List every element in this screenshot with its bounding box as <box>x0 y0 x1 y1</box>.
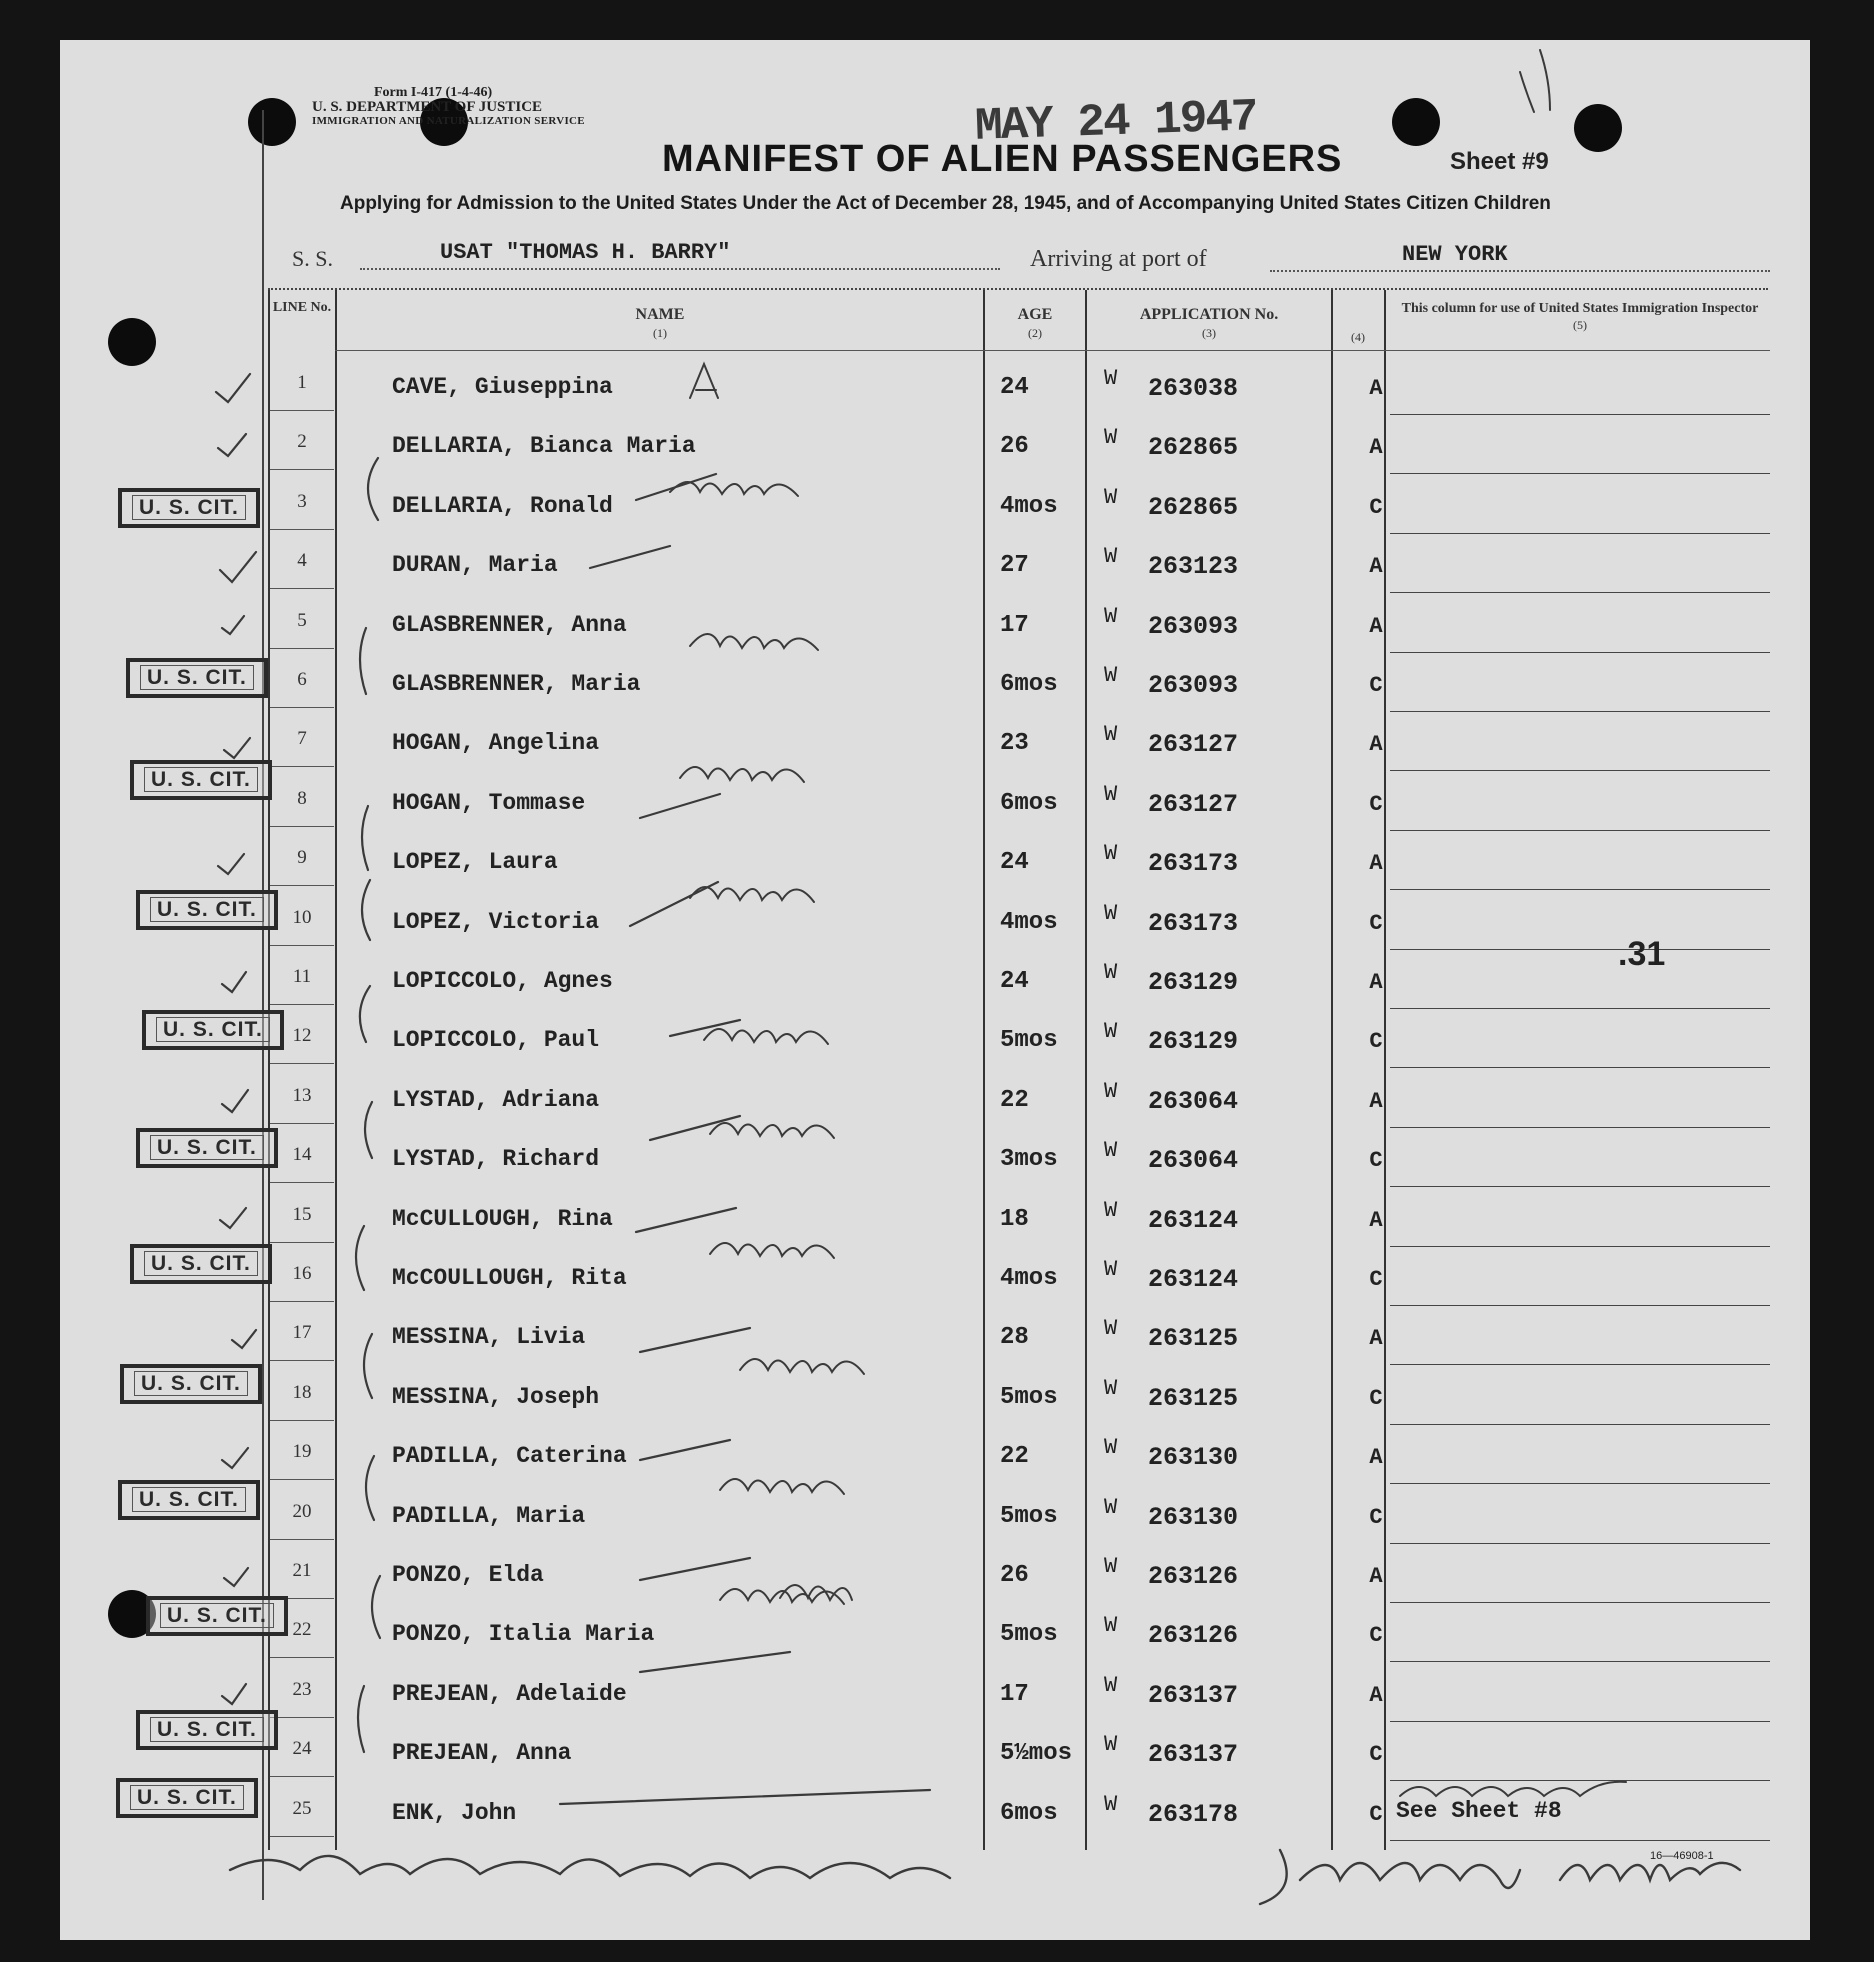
inspector-line <box>1390 1364 1770 1365</box>
application-prefix: W <box>1104 1494 1118 1520</box>
class-code: A <box>1369 970 1383 995</box>
passenger-name: PONZO, Italia Maria <box>392 1621 655 1648</box>
class-code: A <box>1369 732 1383 758</box>
table-row <box>0 1671 1874 1730</box>
col-header-4: (4) <box>1351 330 1365 344</box>
line-number: 10 <box>292 906 312 928</box>
line-rule <box>270 945 334 946</box>
passenger-age: 24 <box>1000 374 1029 401</box>
class-code: A <box>1369 1207 1383 1233</box>
class-code: A <box>1369 435 1383 461</box>
class-code: A <box>1369 613 1383 639</box>
inspector-line <box>1390 1661 1770 1662</box>
application-number: 263130 <box>1148 1443 1239 1473</box>
col-header-line: LINE No. <box>272 300 332 315</box>
passenger-age: 23 <box>1000 730 1029 758</box>
line-number: 21 <box>292 1560 312 1581</box>
line-rule <box>270 1242 334 1243</box>
application-prefix: W <box>1104 1375 1118 1401</box>
table-row <box>0 483 1874 542</box>
line-rule <box>270 1123 334 1124</box>
department: U. S. DEPARTMENT OF JUSTICE <box>312 99 543 115</box>
inspector-line <box>1390 1008 1770 1009</box>
application-number: 263173 <box>1148 849 1239 879</box>
class-code: C <box>1369 1742 1383 1768</box>
col-header-app-num: (3) <box>1202 326 1216 340</box>
line-rule <box>270 826 334 827</box>
us-citizen-stamp <box>118 1480 260 1520</box>
us-citizen-stamp <box>120 1364 262 1404</box>
line-rule <box>270 707 334 708</box>
port-label: Arriving at port of <box>1030 246 1207 272</box>
table-row <box>0 1493 1874 1552</box>
passenger-name: LOPEZ, Victoria <box>392 908 600 935</box>
inspector-line <box>1390 949 1770 950</box>
class-code: A <box>1369 1564 1383 1589</box>
ship-name: USAT "THOMAS H. BARRY" <box>440 240 731 265</box>
line-number: 3 <box>297 490 307 512</box>
application-number: 263124 <box>1148 1265 1239 1294</box>
passenger-age: 28 <box>1000 1324 1029 1352</box>
us-citizen-stamp <box>142 1010 284 1050</box>
table-row <box>0 720 1874 779</box>
table-row <box>0 542 1874 601</box>
form-header <box>312 86 585 128</box>
line-rule <box>270 1063 334 1064</box>
inspector-line <box>1390 1186 1770 1187</box>
passenger-name: LOPICCOLO, Paul <box>392 1027 600 1054</box>
line-number: 11 <box>292 966 312 987</box>
application-number: 263093 <box>1148 611 1239 641</box>
passenger-name: ENK, John <box>392 1799 517 1826</box>
table-row <box>0 364 1874 423</box>
col-header-name-label: NAME <box>635 306 685 323</box>
line-number: 12 <box>292 1025 312 1047</box>
stamp-label: U. S. CIT. <box>150 1135 264 1160</box>
line-rule <box>270 469 334 470</box>
passenger-name: MESSINA, Joseph <box>392 1383 600 1410</box>
application-prefix: W <box>1104 544 1118 570</box>
us-citizen-stamp <box>136 1710 278 1750</box>
header-underline <box>335 350 1770 351</box>
inspector-line <box>1390 652 1770 653</box>
table-row <box>0 1314 1874 1373</box>
passenger-age: 17 <box>1000 611 1029 639</box>
application-prefix: W <box>1104 1554 1118 1579</box>
inspector-line <box>1390 414 1770 415</box>
form-code: 16—46908-1 <box>1650 1850 1714 1862</box>
us-citizen-stamp <box>126 658 268 698</box>
stamp-label: U. S. CIT. <box>150 1717 264 1742</box>
line-number: 6 <box>297 669 307 690</box>
table-row <box>0 958 1874 1017</box>
class-code: C <box>1369 494 1383 520</box>
class-code: C <box>1369 1029 1383 1055</box>
col-header-inspector <box>1390 302 1770 332</box>
us-citizen-stamp <box>130 1244 272 1284</box>
stamp-label: U. S. CIT. <box>132 495 246 520</box>
application-prefix: W <box>1104 1078 1118 1104</box>
passenger-name: PONZO, Elda <box>392 1562 544 1588</box>
passenger-name: MESSINA, Livia <box>392 1324 586 1351</box>
class-code: C <box>1369 910 1383 936</box>
line-rule <box>270 1776 334 1777</box>
passenger-name: PREJEAN, Adelaide <box>392 1680 627 1707</box>
passenger-name: DELLARIA, Ronald <box>392 492 613 519</box>
line-rule <box>270 529 334 530</box>
stamp-label: U. S. CIT. <box>144 767 258 792</box>
line-rule <box>270 885 334 886</box>
inspector-line <box>1390 473 1770 474</box>
service: IMMIGRATION AND NATURALIZATION SERVICE <box>312 115 585 127</box>
table-row <box>0 899 1874 958</box>
application-number: 263038 <box>1148 374 1239 403</box>
class-code: C <box>1369 1801 1383 1827</box>
passenger-name: GLASBRENNER, Maria <box>392 671 641 697</box>
col-header-age-label: AGE <box>1017 306 1053 323</box>
inspector-line <box>1390 711 1770 712</box>
line-number: 24 <box>292 1738 312 1760</box>
passenger-age: 26 <box>1000 433 1029 461</box>
sheet-number: Sheet #9 <box>1450 148 1549 175</box>
punch-hole-icon <box>108 318 156 366</box>
class-code: A <box>1369 1682 1383 1708</box>
table-row <box>0 1077 1874 1136</box>
passenger-name: HOGAN, Angelina <box>392 730 600 757</box>
line-number: 18 <box>292 1381 312 1403</box>
line-rule <box>270 410 334 411</box>
line-number: 25 <box>292 1797 312 1819</box>
passenger-name: McCULLOUGH, Rina <box>392 1205 613 1232</box>
line-number: 9 <box>297 847 307 869</box>
passenger-age: 17 <box>1000 1680 1029 1708</box>
inspector-line <box>1390 889 1770 890</box>
passenger-name: DURAN, Maria <box>392 552 558 579</box>
passenger-name: LOPICCOLO, Agnes <box>392 968 613 994</box>
line-number: 7 <box>297 728 307 750</box>
port-name: NEW YORK <box>1402 242 1508 267</box>
class-code: C <box>1369 673 1383 698</box>
col-header-inspector-num: (5) <box>1573 318 1587 332</box>
application-prefix: W <box>1104 900 1118 926</box>
passenger-name: HOGAN, Tommase <box>392 789 586 816</box>
form-number: Form I-417 (1-4-46) <box>374 85 493 100</box>
passenger-name: LYSTAD, Adriana <box>392 1086 600 1113</box>
col-header-app-label: APPLICATION No. <box>1139 306 1279 323</box>
passenger-age: 4mos <box>1000 1265 1058 1292</box>
us-citizen-stamp <box>136 890 278 930</box>
stamp-label: U. S. CIT. <box>160 1603 274 1628</box>
punch-hole-icon <box>1574 104 1622 152</box>
us-citizen-stamp <box>146 1596 288 1636</box>
application-prefix: W <box>1104 1138 1118 1164</box>
passenger-age: 22 <box>1000 1086 1029 1114</box>
stamp-label: U. S. CIT. <box>130 1785 244 1810</box>
stamp-label: U. S. CIT. <box>140 665 254 690</box>
line-number: 1 <box>297 372 307 393</box>
application-number: 263123 <box>1148 552 1239 582</box>
us-citizen-stamp <box>116 1778 258 1818</box>
application-number: 263093 <box>1148 671 1239 700</box>
passenger-name: CAVE, Giuseppina <box>392 374 613 400</box>
passenger-age: 3mos <box>1000 1146 1058 1174</box>
col-header-inspector-label: This column for use of United States Immigration Inspector <box>1401 301 1759 316</box>
application-prefix: W <box>1104 425 1118 451</box>
passenger-name: LYSTAD, Richard <box>392 1146 600 1173</box>
application-prefix: W <box>1104 1019 1118 1045</box>
inspector-line <box>1390 1840 1770 1841</box>
date-stamp: MAY 24 1947 <box>974 91 1258 153</box>
inspector-line <box>1390 1424 1770 1425</box>
col-header-age <box>988 306 1082 341</box>
application-prefix: W <box>1104 1316 1118 1342</box>
col-header-application <box>1090 306 1328 341</box>
passenger-age: 6mos <box>1000 789 1058 817</box>
inspector-line <box>1390 533 1770 534</box>
class-code: C <box>1369 1504 1383 1530</box>
passenger-age: 26 <box>1000 1562 1029 1589</box>
application-number: 263064 <box>1148 1146 1239 1176</box>
inspector-mark: .31 <box>1618 935 1666 973</box>
ship-label: S. S. <box>292 246 333 271</box>
line-rule <box>270 648 334 649</box>
passenger-age: 5mos <box>1000 1621 1058 1649</box>
see-sheet-note: See Sheet #8 <box>1396 1798 1562 1824</box>
passenger-age: 27 <box>1000 552 1029 580</box>
page-title: MANIFEST OF ALIEN PASSENGERS <box>662 138 1343 180</box>
application-prefix: W <box>1104 781 1118 807</box>
class-code: A <box>1369 851 1383 877</box>
class-code: C <box>1369 1267 1383 1292</box>
line-number: 23 <box>292 1678 312 1700</box>
application-number: 263129 <box>1148 1027 1239 1057</box>
line-rule <box>270 766 334 767</box>
class-code: C <box>1369 1148 1383 1174</box>
line-number: 4 <box>297 550 307 572</box>
line-rule <box>270 1657 334 1658</box>
passenger-age: 6mos <box>1000 1799 1058 1827</box>
punch-hole-icon <box>248 98 296 146</box>
stamp-label: U. S. CIT. <box>150 897 264 922</box>
passenger-name: DELLARIA, Bianca Maria <box>392 433 696 460</box>
class-code: A <box>1369 1088 1383 1114</box>
line-rule <box>270 1717 334 1718</box>
inspector-line <box>1390 1246 1770 1247</box>
inspector-line <box>1390 1127 1770 1128</box>
passenger-name: PADILLA, Caterina <box>392 1443 627 1470</box>
line-number: 8 <box>297 787 307 809</box>
line-number: 5 <box>297 609 307 631</box>
col-header-name <box>340 306 980 341</box>
table-row <box>0 1433 1874 1492</box>
application-number: 263130 <box>1148 1502 1239 1532</box>
application-prefix: W <box>1104 1791 1118 1817</box>
inspector-line <box>1390 1721 1770 1722</box>
inspector-line <box>1390 1067 1770 1068</box>
class-code: C <box>1369 1623 1383 1649</box>
page-subtitle: Applying for Admission to the United States Under the Act of December 28, 1945, and of Accompanying United States Citizen Children <box>340 193 1551 214</box>
punch-hole-icon <box>1392 98 1440 146</box>
col-header-name-num: (1) <box>653 326 667 340</box>
line-number: 15 <box>292 1203 312 1225</box>
application-number: 263173 <box>1148 908 1239 938</box>
col-header-age-num: (2) <box>1028 326 1042 340</box>
line-number: 22 <box>292 1619 312 1641</box>
inspector-line <box>1390 592 1770 593</box>
class-code: A <box>1369 1326 1383 1352</box>
line-number: 2 <box>297 431 307 453</box>
passenger-age: 24 <box>1000 968 1029 995</box>
application-number: 262865 <box>1148 492 1239 522</box>
application-number: 263127 <box>1148 730 1239 760</box>
application-number: 263125 <box>1148 1383 1239 1413</box>
passenger-age: 22 <box>1000 1443 1029 1471</box>
line-number: 14 <box>292 1144 312 1166</box>
application-number: 263125 <box>1148 1324 1239 1354</box>
application-prefix: W <box>1104 722 1118 748</box>
passenger-age: 5½mos <box>1000 1740 1073 1768</box>
application-number: 262865 <box>1148 433 1239 463</box>
passenger-age: 18 <box>1000 1205 1029 1233</box>
table-row <box>0 1255 1874 1314</box>
table-row <box>0 780 1874 839</box>
inspector-line <box>1390 830 1770 831</box>
application-prefix: W <box>1104 960 1118 985</box>
line-number: 13 <box>292 1084 312 1106</box>
passenger-name: LOPEZ, Laura <box>392 849 558 876</box>
application-number: 263129 <box>1148 968 1239 997</box>
application-number: 263127 <box>1148 789 1239 819</box>
us-citizen-stamp <box>118 488 260 528</box>
line-rule <box>270 1182 334 1183</box>
us-citizen-stamp <box>136 1128 278 1168</box>
line-rule <box>270 1360 334 1361</box>
passenger-age: 5mos <box>1000 1502 1058 1530</box>
inspector-line <box>1390 1780 1770 1781</box>
table-row <box>0 1730 1874 1789</box>
passenger-age: 24 <box>1000 849 1029 877</box>
line-rule <box>270 588 334 589</box>
table-row <box>0 1374 1874 1433</box>
class-code: A <box>1369 376 1383 401</box>
line-rule <box>270 1836 334 1837</box>
line-rule <box>270 1420 334 1421</box>
application-prefix: W <box>1104 1613 1118 1639</box>
table-row <box>0 839 1874 898</box>
passenger-name: PREJEAN, Anna <box>392 1740 572 1767</box>
line-number: 19 <box>292 1441 312 1463</box>
passenger-age: 5mos <box>1000 1027 1058 1055</box>
application-prefix: W <box>1104 663 1118 688</box>
table-row <box>0 1790 1874 1849</box>
passenger-name: McCOULLOUGH, Rita <box>392 1265 627 1291</box>
table-row <box>0 602 1874 661</box>
table-row <box>0 1136 1874 1195</box>
application-prefix: W <box>1104 1197 1118 1223</box>
application-prefix: W <box>1104 603 1118 629</box>
passenger-age: 5mos <box>1000 1383 1058 1411</box>
stamp-label: U. S. CIT. <box>144 1251 258 1276</box>
stamp-label: U. S. CIT. <box>134 1371 248 1396</box>
line-rule <box>270 1539 334 1540</box>
application-number: 263137 <box>1148 1680 1239 1710</box>
table-row <box>0 1196 1874 1255</box>
application-number: 263137 <box>1148 1740 1239 1770</box>
application-number: 263126 <box>1148 1562 1239 1591</box>
inspector-line <box>1390 1483 1770 1484</box>
stamp-label: U. S. CIT. <box>132 1487 246 1512</box>
stamp-label: U. S. CIT. <box>156 1017 270 1042</box>
application-number: 263126 <box>1148 1621 1239 1651</box>
passenger-age: 6mos <box>1000 671 1058 698</box>
ship-field-line <box>360 268 1000 270</box>
line-rule <box>270 1301 334 1302</box>
passenger-name: GLASBRENNER, Anna <box>392 611 627 638</box>
inspector-line <box>1390 770 1770 771</box>
line-number: 20 <box>292 1500 312 1522</box>
class-code: C <box>1369 791 1383 817</box>
inspector-line <box>1390 1305 1770 1306</box>
passenger-name: PADILLA, Maria <box>392 1502 586 1529</box>
table-top-border <box>268 288 1768 290</box>
passenger-age: 4mos <box>1000 492 1058 520</box>
inspector-line <box>1390 1602 1770 1603</box>
us-citizen-stamp <box>130 760 272 800</box>
port-field-line <box>1270 270 1770 272</box>
application-prefix: W <box>1104 1672 1118 1698</box>
application-prefix: W <box>1104 484 1118 510</box>
line-number: 16 <box>292 1263 312 1284</box>
table-row <box>0 423 1874 482</box>
inspector-line <box>1390 1543 1770 1544</box>
table-row <box>0 661 1874 720</box>
application-prefix: W <box>1104 1257 1118 1282</box>
application-number: 263064 <box>1148 1086 1239 1116</box>
passenger-age: 4mos <box>1000 908 1058 936</box>
application-prefix: W <box>1104 1435 1118 1461</box>
application-number: 263124 <box>1148 1205 1239 1235</box>
line-rule <box>270 1004 334 1005</box>
application-prefix: W <box>1104 366 1118 391</box>
line-rule <box>270 1479 334 1480</box>
application-prefix: W <box>1104 841 1118 867</box>
application-prefix: W <box>1104 1732 1118 1758</box>
line-number: 17 <box>292 1322 312 1344</box>
class-code: A <box>1369 554 1383 580</box>
class-code: C <box>1369 1385 1383 1411</box>
class-code: A <box>1369 1445 1383 1471</box>
application-number: 263178 <box>1148 1799 1239 1829</box>
